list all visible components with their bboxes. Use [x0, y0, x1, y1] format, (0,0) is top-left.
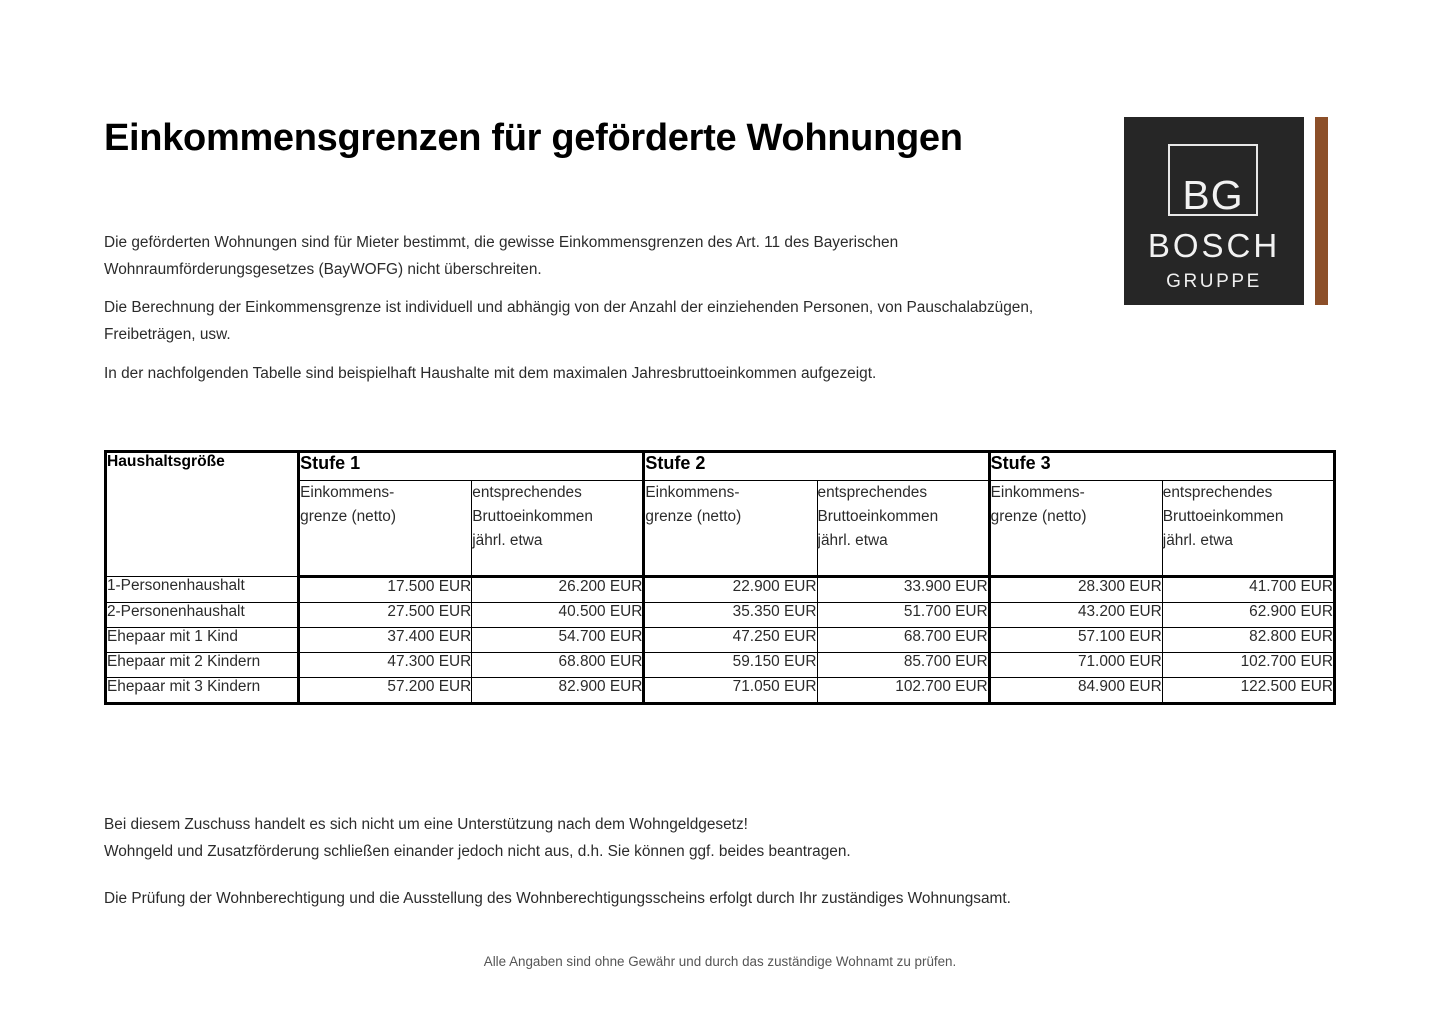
logo-brand-name: BOSCH	[1147, 227, 1281, 264]
row-label: Ehepaar mit 1 Kind	[106, 628, 299, 653]
cell-s2-gross: 102.700 EUR	[817, 678, 989, 704]
logo-brand-subtitle: GRUPPE	[1166, 271, 1262, 292]
table-row	[106, 603, 1335, 628]
subheader-line: entsprechendes	[472, 484, 582, 501]
cell-s2-gross: 33.900 EUR	[817, 577, 989, 603]
cell-s2-net: 71.050 EUR	[644, 678, 817, 704]
table-row	[106, 577, 1335, 603]
table-header-haushaltsgroesse: Haushaltsgröße	[106, 452, 299, 577]
table-row	[106, 678, 1335, 704]
row-label: 1-Personenhaushalt	[106, 577, 299, 603]
page-title: Einkommensgrenzen für geförderte Wohnungen	[104, 117, 963, 159]
cell-s2-gross: 85.700 EUR	[817, 653, 989, 678]
subheader-line: Einkommens-	[645, 484, 740, 501]
cell-s2-net: 59.150 EUR	[644, 653, 817, 678]
subheader-line: Einkommens-	[990, 484, 1085, 501]
cell-s1-net: 47.300 EUR	[299, 653, 472, 678]
notes-block	[104, 811, 1264, 865]
cell-s1-gross: 40.500 EUR	[472, 603, 644, 628]
subheader-line: grenze (netto)	[645, 508, 742, 525]
cell-s2-gross: 51.700 EUR	[817, 603, 989, 628]
table-group-header-stufe-3: Stufe 3	[989, 452, 1334, 481]
subheader-line: grenze (netto)	[300, 508, 396, 525]
cell-s1-gross: 82.900 EUR	[472, 678, 644, 704]
note-paragraph-2: Die Prüfung der Wohnberechtigung und die Ausstellung des Wohnberechtigungsscheins erfolgt durch Ihr zuständiges Wohnungsamt.	[104, 890, 1011, 907]
note-line-2: Wohngeld und Zusatzförderung schließen einander jedoch nicht aus, d.h. Sie können ggf. beides beantragen.	[104, 843, 851, 860]
subheader-gross-stufe-2	[817, 481, 989, 577]
logo-accent-bar	[1315, 117, 1328, 305]
subheader-gross-stufe-1	[472, 481, 644, 577]
row-label: Ehepaar mit 2 Kindern	[106, 653, 299, 678]
subheader-line: Bruttoeinkommen	[472, 508, 593, 525]
cell-s3-gross: 102.700 EUR	[1162, 653, 1334, 678]
row-label: Ehepaar mit 3 Kindern	[106, 678, 299, 704]
subheader-net-stufe-3	[989, 481, 1162, 577]
cell-s1-gross: 54.700 EUR	[472, 628, 644, 653]
note-line-1: Bei diesem Zuschuss handelt es sich nicht um eine Unterstützung nach dem Wohngeldgesetz!	[104, 816, 748, 833]
cell-s1-net: 57.200 EUR	[299, 678, 472, 704]
subheader-line: Einkommens-	[300, 484, 395, 501]
cell-s1-gross: 26.200 EUR	[472, 577, 644, 603]
cell-s3-net: 84.900 EUR	[989, 678, 1162, 704]
table-group-header-row	[106, 452, 1335, 481]
cell-s2-net: 35.350 EUR	[644, 603, 817, 628]
subheader-net-stufe-2	[644, 481, 817, 577]
cell-s3-gross: 41.700 EUR	[1162, 577, 1334, 603]
cell-s2-gross: 68.700 EUR	[817, 628, 989, 653]
cell-s1-net: 17.500 EUR	[299, 577, 472, 603]
subheader-line: entsprechendes	[1162, 484, 1273, 501]
cell-s3-gross: 82.800 EUR	[1162, 628, 1334, 653]
cell-s3-gross: 62.900 EUR	[1162, 603, 1334, 628]
intro-paragraph-3: In der nachfolgenden Tabelle sind beispielhaft Haushalte mit dem maximalen Jahresbruttoeinkommen aufgezeigt.	[104, 365, 877, 382]
cell-s3-net: 71.000 EUR	[989, 653, 1162, 678]
cell-s3-net: 43.200 EUR	[989, 603, 1162, 628]
cell-s1-net: 27.500 EUR	[299, 603, 472, 628]
subheader-gross-stufe-3	[1162, 481, 1334, 577]
disclaimer-text: Alle Angaben sind ohne Gewähr und durch das zuständige Wohnamt zu prüfen.	[483, 954, 957, 969]
subheader-line: Bruttoeinkommen	[1162, 508, 1284, 525]
subheader-line: entsprechendes	[817, 484, 928, 501]
subheader-line: jährl. etwa	[817, 532, 888, 549]
subheader-net-stufe-1	[299, 481, 472, 577]
cell-s2-net: 47.250 EUR	[644, 628, 817, 653]
table-group-header-stufe-2: Stufe 2	[644, 452, 989, 481]
subheader-line: grenze (netto)	[990, 508, 1087, 525]
subheader-line: jährl. etwa	[1162, 532, 1233, 549]
intro-paragraph-2: Die Berechnung der Einkommensgrenze ist individuell und abhängig von der Anzahl der einziehenden Personen, von Pauschalabzügen, Freibeträgen, usw.	[104, 299, 1034, 343]
table-group-header-stufe-1: Stufe 1	[299, 452, 644, 481]
subheader-line: jährl. etwa	[472, 532, 543, 549]
cell-s2-net: 22.900 EUR	[644, 577, 817, 603]
cell-s3-net: 57.100 EUR	[989, 628, 1162, 653]
logo-monogram-text: BG	[1182, 172, 1244, 218]
table-row	[106, 653, 1335, 678]
cell-s3-net: 28.300 EUR	[989, 577, 1162, 603]
cell-s1-gross: 68.800 EUR	[472, 653, 644, 678]
income-limits-table	[104, 450, 1336, 705]
subheader-line: Bruttoeinkommen	[817, 508, 939, 525]
brand-logo	[1124, 117, 1328, 305]
cell-s3-gross: 122.500 EUR	[1162, 678, 1334, 704]
row-label: 2-Personenhaushalt	[106, 603, 299, 628]
intro-paragraph-1: Die geförderten Wohnungen sind für Mieter bestimmt, die gewisse Einkommensgrenzen des Art. 11 des Bayerischen Wohnraumförderungsgesetzes (BayWOFG) nicht überschreiten.	[104, 234, 899, 278]
table-row	[106, 628, 1335, 653]
cell-s1-net: 37.400 EUR	[299, 628, 472, 653]
